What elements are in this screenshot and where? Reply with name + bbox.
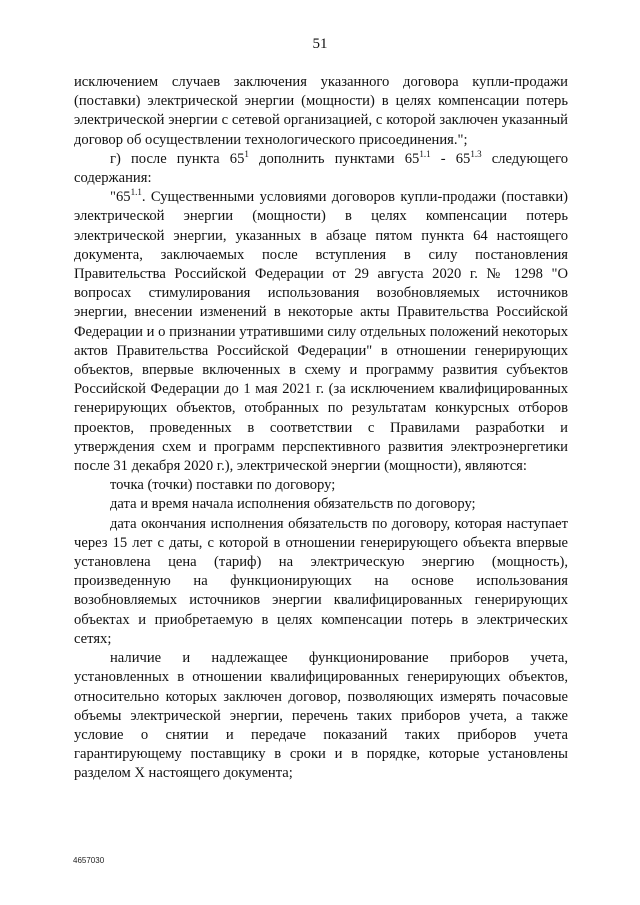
paragraph-end-date: дата окончания исполнения обязательств по договору, которая наступает через 15 лет с даты, с которой в отношении генерирующего объекта впервые установлена цена (тариф) на электрическую энергию (мощность), произведенную на функционирующих на основе использования возобновляемых источников энергии квалифицированных генерирующих объектах и приобретаемую в целях компенсации потерь в электрических сетях;: [74, 515, 568, 647]
paragraph-metering: наличие и надлежащее функционирование приборов учета, установленных в отношении квалифицированных генерирующих объектов, относительно которых заключен договор, позволяющих измерять почасовые объемы электрической энергии, перечень таких приборов учета, а также условие о снятии и передаче показаний таких приборов учета гарантирующему поставщику в сроки и в порядке, которые установлены разделом X настоящего документа;: [74, 650, 568, 782]
text-fragment: "65: [110, 189, 131, 206]
paragraph-continuation: исключением случаев заключения указанного договора купли-продажи (поставки) электрической энергии (мощности) в целях компенсации потерь электрической энергии с сетевой организацией, с которой заключен указанный договор об осуществлении технологического присоединения.";: [74, 74, 568, 148]
text-fragment: следующего содержания:: [74, 150, 568, 187]
document-body: [74, 73, 568, 784]
paragraph-clause-65-1-1: [74, 188, 568, 476]
paragraph-delivery-point: точка (точки) поставки по договору;: [110, 477, 336, 494]
text-fragment: - 65: [430, 150, 471, 167]
text-fragment: г) после пункта 65: [110, 150, 245, 167]
page-number: 51: [312, 36, 328, 52]
text-fragment: . Существенными условиями договоров купли-продажи (поставки) электрической энергии (мощности) в целях компенсации потерь электрической энергии, указанных в абзаце пятом пункта 64 настоящего документа, заключаемых после вступления в силу постановления Правительства Российской Федерации от 29 августа 2020 г. № 1298 "О вопросах стимулирования использования возобновляемых источников энергии, внесении изменений в некоторые акты Правительства Российской Федерации и о признании утратившими силу отдельных положений некоторых актов Правительства Российской Федерации" в отношении генерирующих объектов, впервые включенных в схему и программу развития субъектов Российской Федерации до 1 мая 2021 г. (за исключением квалифицированных генерирующих объектов, отобранных по результатам конкурсных отборов проектов, проведенных в соответствии с Правилами разработки и утверждения схем и программ перспективного развития электроэнергетики после 31 декабря 2020 г.), электрической энергии (мощности), являются:: [74, 189, 568, 475]
paragraph-item-g: [74, 150, 568, 188]
superscript: 1.1: [130, 187, 142, 198]
text-fragment: дополнить пунктами 65: [248, 150, 420, 167]
superscript: 1.3: [470, 148, 482, 159]
document-code: 4657030: [73, 856, 105, 865]
paragraph-start-date: дата и время начала исполнения обязательств по договору;: [110, 496, 476, 513]
superscript: 1.1: [419, 148, 431, 159]
superscript: 1: [244, 148, 249, 159]
